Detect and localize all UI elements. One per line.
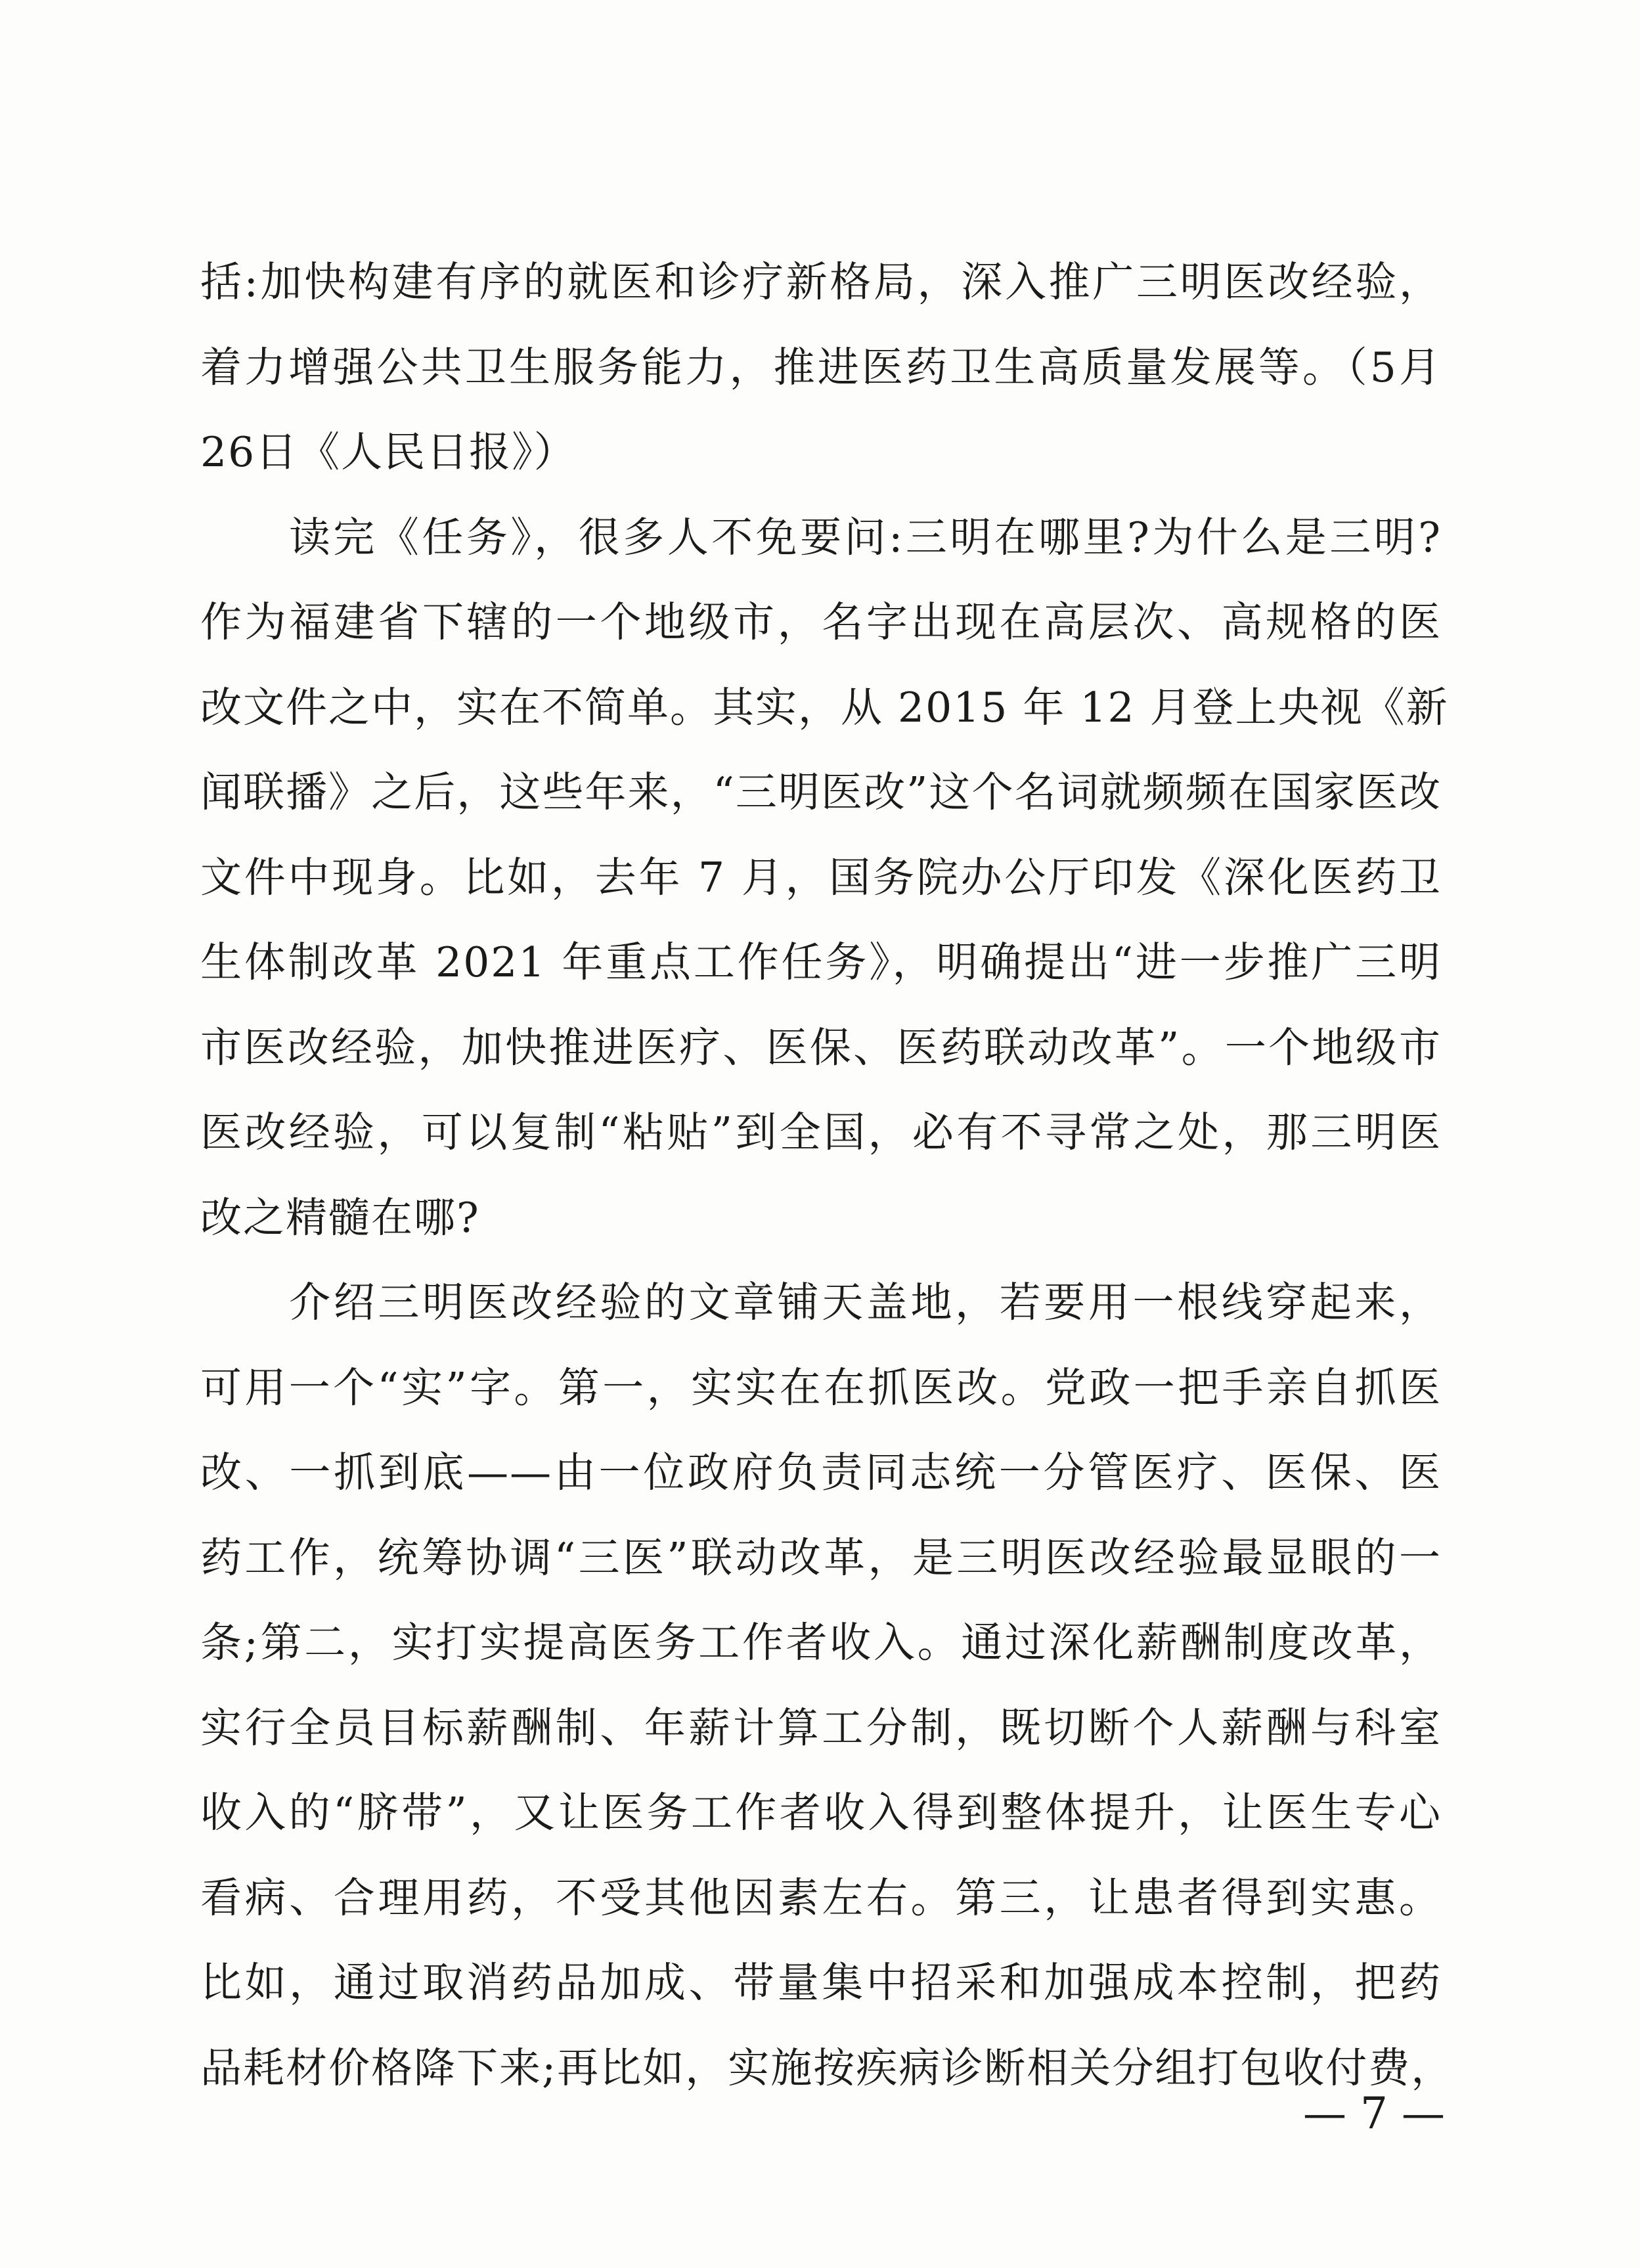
text-line: 读完《任务》，很多人不免要问:三明在哪里?为什么是三明? (200, 513, 1442, 561)
text-line: 闻联播》之后，这些年来，“三明医改”这个名词就频频在国家医改 (200, 768, 1442, 816)
text-line: 介绍三明医改经验的文章铺天盖地，若要用一根线穿起来， (200, 1278, 1442, 1326)
text-line: 可用一个“实”字。第一，实实在在抓医改。党政一把手亲自抓医 (200, 1363, 1442, 1412)
text-line: 品耗材价格降下来;再比如，实施按疾病诊断相关分组打包收付费， (200, 2043, 1454, 2092)
page-number: — 7 — (1303, 2088, 1445, 2139)
text-line: 作为福建省下辖的一个地级市，名字出现在高层次、高规格的医 (200, 598, 1442, 646)
text-line: 药工作，统筹协调“三医”联动改革，是三明医改经验最显眼的一 (200, 1533, 1442, 1582)
body-text (200, 240, 1454, 2110)
text-line: 比如，通过取消药品加成、带量集中招采和加强成本控制，把药 (200, 1959, 1442, 2007)
text-line: 26日《人民日报》） (200, 428, 577, 476)
text-line: 文件中现身。比如，去年 7 月，国务院办公厅印发《深化医药卫 (200, 853, 1442, 902)
text-line: 生体制改革 2021 年重点工作任务》，明确提出“进一步推广三明 (200, 938, 1442, 986)
text-line: 改文件之中，实在不简单。其实，从 2015 年 12 月登上央视《新 (200, 683, 1449, 731)
text-line: 实行全员目标薪酬制、年薪计算工分制，既切断个人薪酬与科室 (200, 1703, 1442, 1752)
text-line: 市医改经验，加快推进医疗、医保、医药联动改革”。一个地级市 (200, 1023, 1442, 1072)
text-line: 收入的“脐带”，又让医务工作者收入得到整体提升，让医生专心 (200, 1789, 1442, 1837)
text-line: 条;第二，实打实提高医务工作者收入。通过深化薪酬制度改革， (200, 1619, 1442, 1667)
text-line: 改之精髓在哪? (200, 1193, 480, 1242)
text-line: 医改经验，可以复制“粘贴”到全国，必有不寻常之处，那三明医 (200, 1108, 1442, 1156)
text-line: 着力增强公共卫生服务能力，推进医药卫生高质量发展等。（5月 (200, 343, 1442, 391)
text-line: 看病、合理用药，不受其他因素左右。第三，让患者得到实惠。 (200, 1873, 1442, 1922)
text-line: 括:加快构建有序的就医和诊疗新格局，深入推广三明医改经验， (200, 258, 1442, 306)
text-line: 改、一抓到底——由一位政府负责同志统一分管医疗、医保、医 (200, 1449, 1442, 1496)
